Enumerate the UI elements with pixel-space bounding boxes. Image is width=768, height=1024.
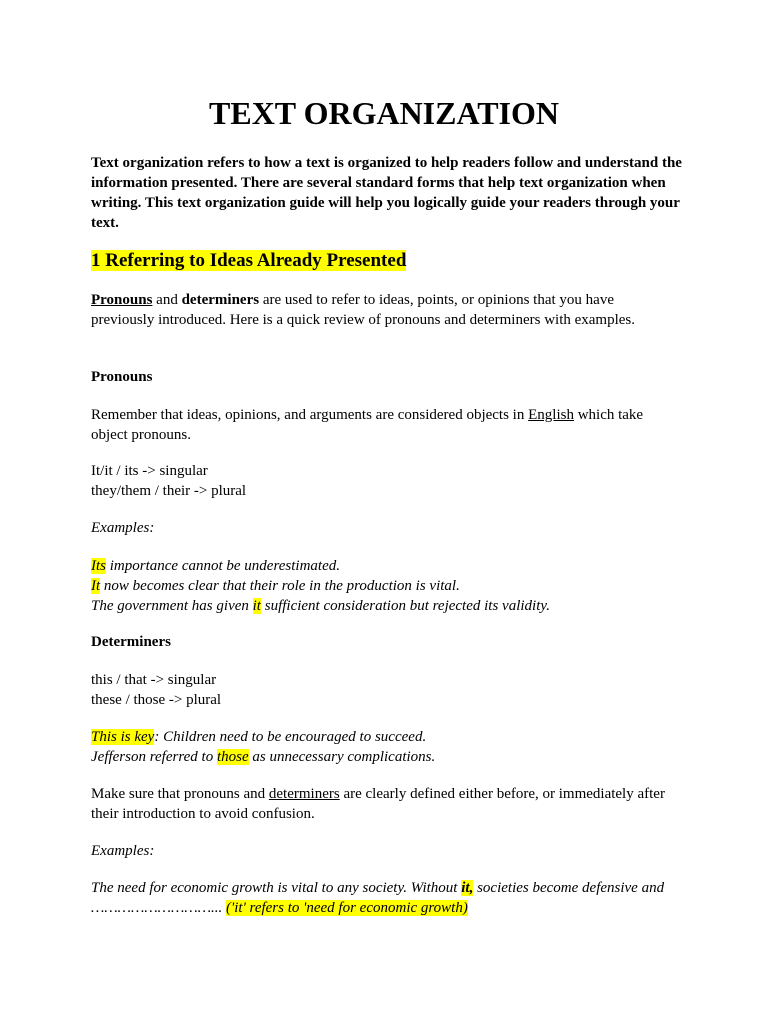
det-example-line-1 — [91, 727, 681, 747]
example-text: The government has given — [91, 598, 249, 614]
highlight: Its — [91, 558, 106, 574]
example-line-1 — [91, 556, 681, 576]
final-example — [91, 878, 681, 918]
highlight: it, — [461, 880, 474, 896]
determiner-form-singular: this / that -> singular — [91, 672, 217, 688]
example-text: as unnecessary complications. — [252, 749, 436, 765]
make-sure-pre: Make sure that pronouns and — [91, 786, 266, 802]
final-example-mid: societies become defensive and ………………………... — [91, 880, 665, 916]
final-example-note: ('it' refers to 'need for economic growth) — [226, 900, 468, 916]
examples-label-1: Examples: — [91, 520, 155, 536]
example-text: sufficient consideration but rejected its validity. — [264, 598, 550, 614]
pronouns-explanation-post: which take object pronouns. — [91, 407, 644, 443]
example-text: : Children need to be encouraged to succeed. — [154, 729, 427, 745]
example-line-2 — [91, 576, 681, 596]
pronouns-heading: Pronouns — [91, 369, 153, 385]
make-sure-post: are clearly defined either before, or immediately after their introduction to avoid confusion. — [91, 786, 665, 822]
examples-label-2: Examples: — [91, 843, 155, 859]
section-heading-text: 1 Referring to Ideas Already Presented — [91, 250, 407, 271]
determiner-forms — [91, 670, 681, 710]
pronouns-explanation-pre: Remember that ideas, opinions, and arguments are considered objects in — [91, 407, 525, 423]
highlight: This is key — [91, 729, 155, 745]
pronoun-forms — [91, 461, 681, 501]
example-text: importance cannot be underestimated. — [109, 558, 340, 574]
pronoun-form-singular: It/it / its -> singular — [91, 463, 208, 479]
example-line-3 — [91, 596, 681, 616]
determiners-heading: Determiners — [91, 634, 171, 650]
highlight: those — [216, 749, 249, 765]
english-link[interactable]: English — [528, 407, 574, 423]
example-text: now becomes clear that their role in the production is vital. — [103, 578, 460, 594]
det-example-line-2 — [91, 747, 681, 767]
make-sure-paragraph — [91, 784, 681, 824]
determiner-examples — [91, 727, 681, 767]
page-title: TEXT ORGANIZATION — [209, 95, 559, 131]
and-text: and — [156, 292, 178, 308]
pronouns-determiners-paragraph — [91, 290, 681, 330]
paragraph-rest: are used to refer to ideas, points, or opinions that you have previously introduced. Here is a quick review of pronouns and determiners with examples. — [91, 292, 636, 328]
determiners-link[interactable]: determiners — [268, 786, 340, 802]
section-heading — [91, 249, 406, 273]
highlight: it — [252, 598, 261, 614]
determiner-form-plural: these / those -> plural — [91, 692, 222, 708]
example-text: Jefferson referred to — [91, 749, 214, 765]
pronoun-examples — [91, 556, 681, 616]
pronouns-link[interactable]: Pronouns — [91, 292, 153, 308]
pronouns-explanation — [91, 405, 681, 445]
intro-paragraph: Text organization refers to how a text is organized to help readers follow and understand the information presented. There are several standard forms that help text organization when writing. This text organization guide will help you logically guide your readers through your text. — [91, 155, 682, 231]
determiners-term: determiners — [181, 292, 260, 308]
highlight: It — [91, 578, 101, 594]
final-example-pre: The need for economic growth is vital to any society. Without — [91, 880, 458, 896]
pronoun-form-plural: they/them / their -> plural — [91, 483, 247, 499]
